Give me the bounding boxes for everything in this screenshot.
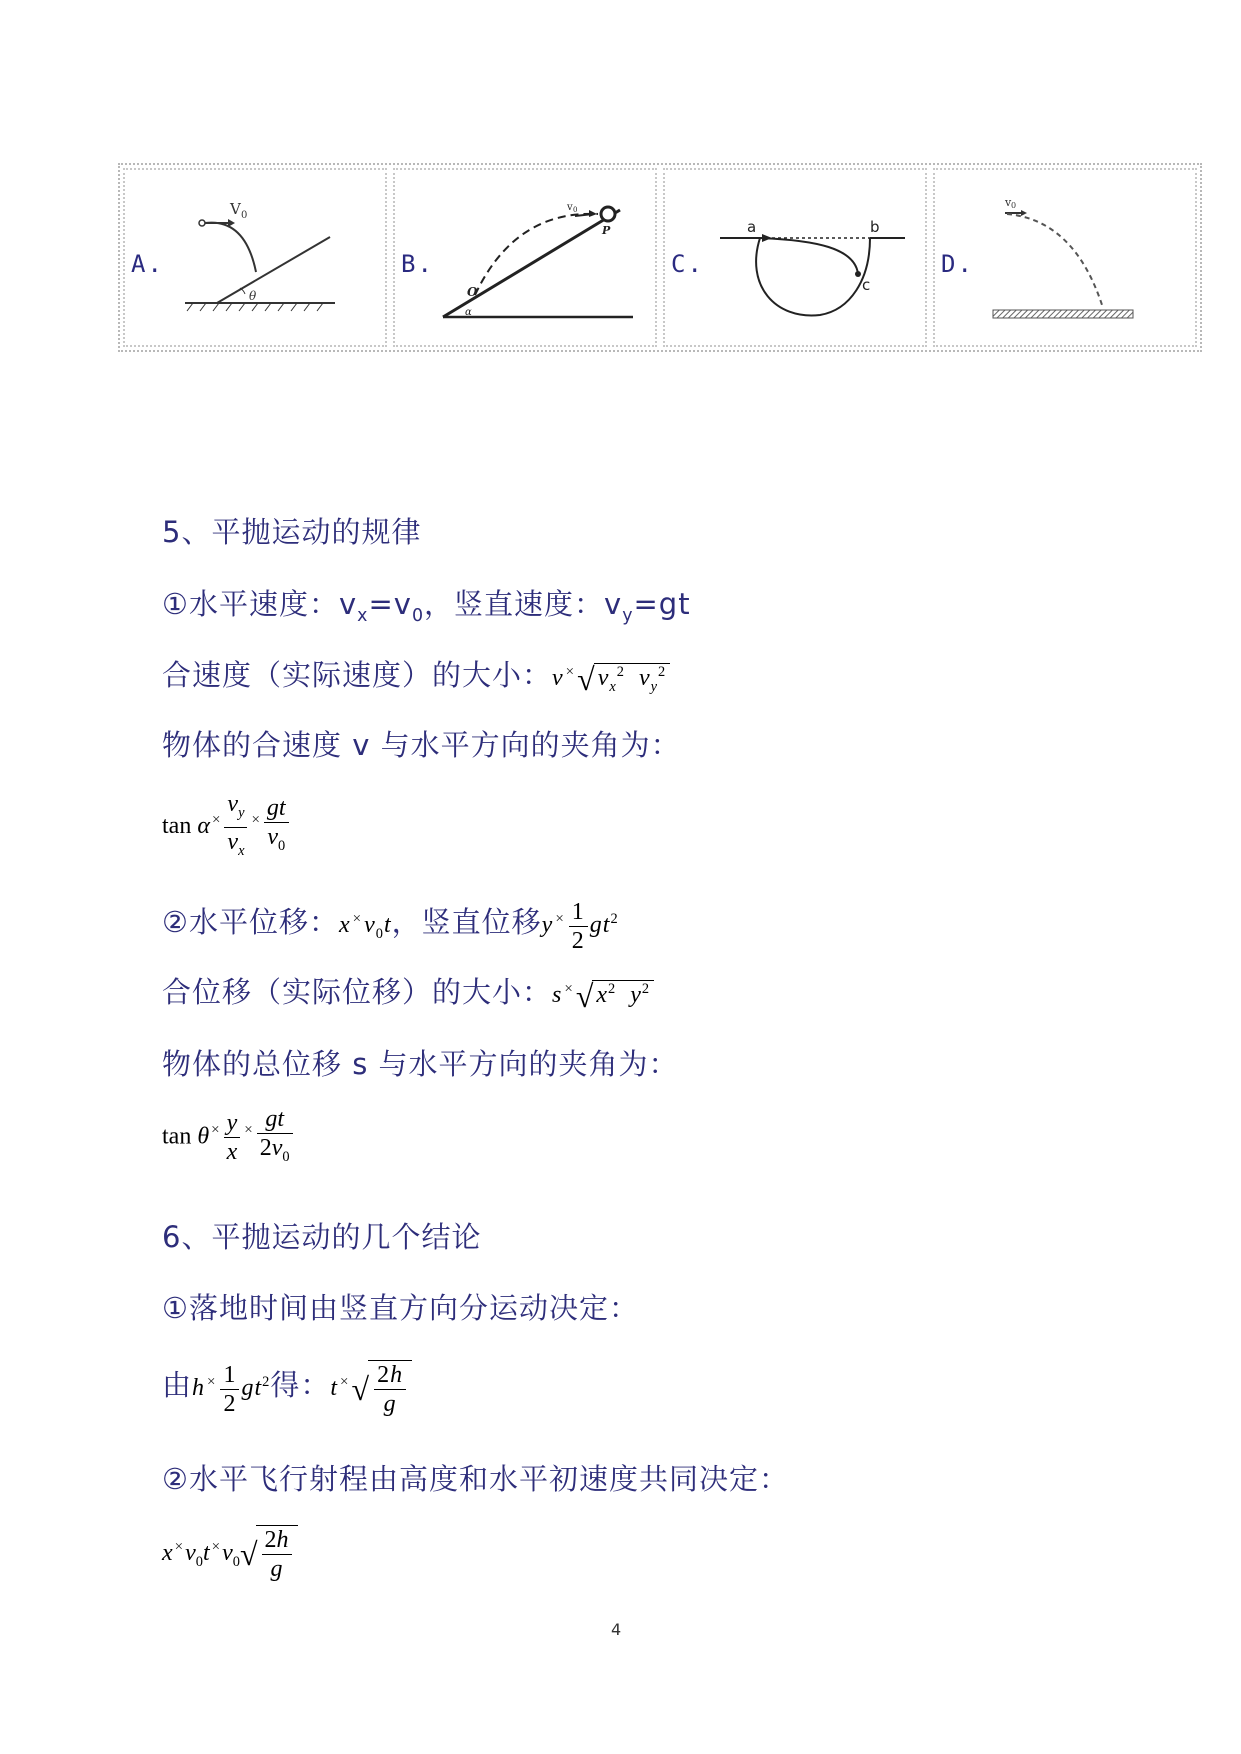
b-alpha-label: α (465, 307, 472, 318)
option-b-label: B. (401, 250, 434, 278)
section-5-title: 5、平抛运动的规律 (162, 515, 422, 549)
b-o-label: O (467, 285, 478, 299)
c-b-label: b (870, 218, 880, 236)
option-a-label: A. (131, 250, 164, 278)
range-text: ②水平飞行射程由高度和水平初速度共同决定： (162, 1462, 789, 1496)
resultant-velocity-line: 合速度（实际速度）的大小：v $^\times√v_x^2$ $v_y^2$ (162, 653, 670, 698)
fall-time-text: ①落地时间由竖直方向分运动决定： (162, 1291, 639, 1325)
section-6-title: 6、平抛运动的几个结论 (162, 1220, 482, 1254)
c-a-label: a (747, 218, 757, 236)
b-v0-sub: 0 (573, 206, 578, 214)
a-v0-label: V (230, 200, 241, 218)
formula-tan-alpha: tan α × $\frac{v_y}{v_x}$ × $\frac{gt}{v_0}$ (162, 790, 291, 865)
b-p-label: P (602, 224, 611, 237)
option-a (123, 168, 387, 347)
c-c-label: c (862, 276, 871, 294)
figure-b (395, 170, 655, 345)
horizontal-vertical-velocity: ①水平速度：$v_x=v_0$，竖直速度：$v_y=gt$ (162, 587, 691, 626)
d-v0-label: v (1005, 196, 1012, 209)
option-b (393, 168, 657, 347)
figure-c (665, 170, 925, 345)
a-v0-sub: 0 (241, 210, 248, 221)
page-number: 4 (611, 1620, 622, 1639)
b-v0-label: v (567, 202, 573, 213)
formula-tan-theta: tan θ × $\frac{y}{x}$ × $\frac{gt}{2v_0}$ (162, 1105, 295, 1171)
velocity-angle-text: 物体的合速度 v 与水平方向的夹角为： (162, 728, 681, 762)
formula-v-magnitude: v $^\times√v_x^2$ $v_y^2$ (552, 665, 670, 691)
option-c (663, 168, 927, 347)
formula-range: x $^\times v_0t$ $^\times v_0√$ $\frac{2h}{g}$ (162, 1525, 298, 1583)
option-d (933, 168, 1197, 347)
option-d-label: D. (941, 250, 974, 278)
displacement-line: ②水平位移：x $^\times v_0t$，竖直位移y × $\frac{1}{2}$ $gt^2$ (162, 899, 619, 954)
figure-d (935, 170, 1195, 345)
option-c-label: C. (671, 250, 704, 278)
options-table (118, 163, 1202, 352)
resultant-displacement-line: 合位移（实际位移）的大小：s $^\times√x^2$ $y^2$ (162, 970, 654, 1015)
figure-a (125, 170, 385, 345)
a-theta-label: θ (249, 289, 257, 303)
displacement-angle-text: 物体的总位移 s 与水平方向的夹角为： (162, 1047, 679, 1081)
fall-time-formula-line: 由h × $\frac{1}{2}$ $gt^2$得：t ×√ $\frac{2h}{g}$ (162, 1360, 412, 1418)
d-v0-sub: 0 (1011, 201, 1017, 210)
